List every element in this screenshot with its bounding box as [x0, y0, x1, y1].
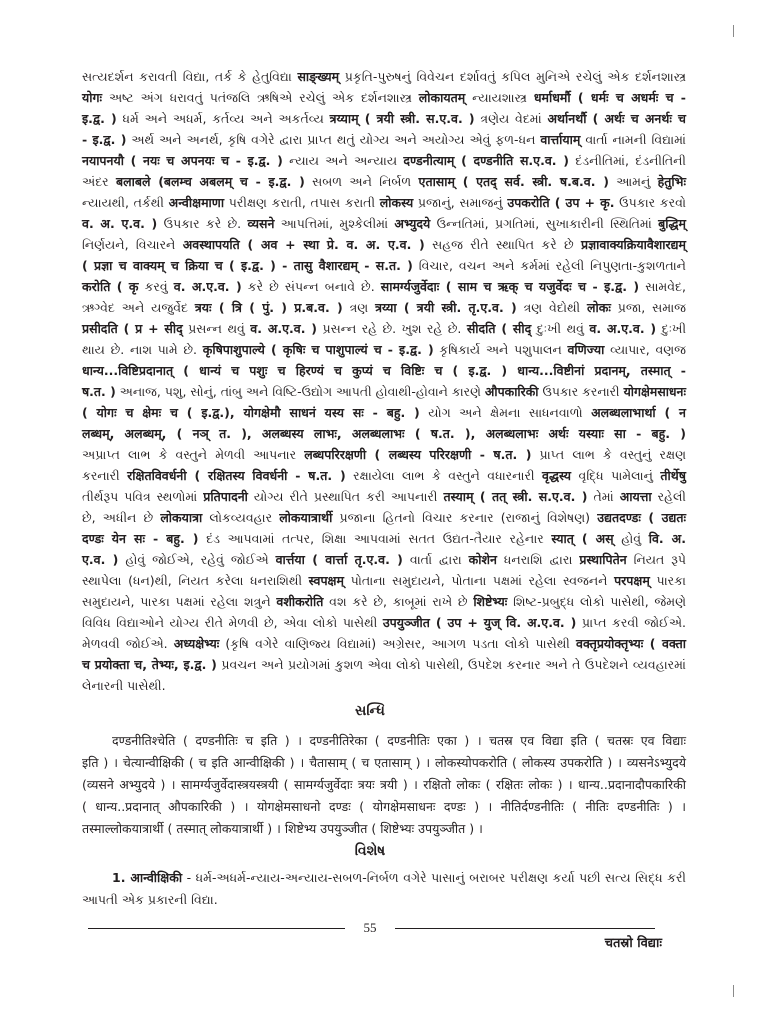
text-segment: પ્રજા, સમાજ [610, 300, 686, 315]
text-segment: પોતાના સમુદાયને, પોતાના પક્ષમાં રહેલા સ્વજનને [344, 573, 615, 588]
footer-rule [395, 928, 655, 929]
text-segment: ઉપકાર કરે છે. [157, 216, 248, 231]
text-segment: છે, અધીન છે [82, 510, 161, 525]
text-segment: સમુદાયને, પારકા પક્ષમાં રહેલા શત્રુને [82, 594, 277, 609]
text-segment: અનાજ, પશુ, સોનું, તાંબુ અને વિષ્ટિ-ઉદ્યોગ આપતી હોવાથી-હોવાને કારણે [115, 384, 485, 399]
text-line [82, 796, 686, 818]
text-segment: નિયત રૂપે [626, 552, 686, 567]
text-segment: રહેલી [651, 489, 686, 504]
bold-term: परपक्षम् [614, 573, 650, 588]
bold-term: योगक्षेमसाधनः [623, 384, 686, 399]
bold-term: अवस्थापयति ( अव + स्था प्रे. व. अ. ए.व. ) [182, 237, 425, 252]
bold-term: दण्डनीत्याम् ( दण्डनीति स.ए.व. ) [403, 153, 569, 168]
text-line [82, 129, 686, 150]
text-line [82, 465, 686, 486]
text-segment: ઉન્નતિમાં, પ્રગતિમાં, સુખાકારીની સ્થિતિમાં [430, 216, 659, 231]
bold-term: व. अ. ए.व. ) [82, 216, 158, 231]
text-line [82, 297, 686, 318]
text-segment: ( धान्य..प्रदानात् औपकारिकी ) । योगक्षेमसाधनो दण्डः ( योगक्षेमसाधनः दण्डः ) । नीतिर्दण्डनीतिः ( नीतिः दण्डनीतिः ) । [82, 799, 686, 814]
text-line [82, 339, 686, 360]
text-segment: ધનરાશિ દ્વારા [496, 552, 580, 567]
bold-term: ए.व. ) [82, 552, 119, 567]
text-segment: અપ્રાપ્ત લાભ કે વસ્તુને મેળવી આપનાર [82, 447, 305, 462]
bold-term: शिष्टेभ्यः [473, 594, 508, 609]
text-line [82, 730, 686, 752]
bold-term: लोकस्य [379, 195, 414, 210]
text-segment: કરવું [138, 279, 174, 294]
text-line [82, 360, 686, 381]
bold-term: व्यसने [247, 216, 275, 231]
section-heading-vishesh: વિશેષ [354, 843, 386, 859]
text-line [82, 528, 686, 549]
text-segment: दण्डनीतिश्चेति ( दण्डनीतिः च इति ) । दण्डनीतिरेका ( दण्डनीतिः एका ) । चतस्र एव विद्या इति ( चतस्रः एव विद्याः [112, 733, 686, 748]
bold-term: प्रतिपादनी [203, 489, 248, 504]
bold-term: लब्धपरिरक्षणी ( लब्धस्य परिरक्षणी - ष.त. ) [304, 447, 532, 462]
bold-term: त्रयः ( त्रि ( पुं. ) प्र.ब.व. ) [194, 300, 343, 315]
running-title: चतस्रो विद्याः [604, 936, 662, 951]
bold-term: करोति ( कृ [82, 279, 139, 294]
text-segment: પ્રકૃતિ-પુરુષનું વિવેચન દર્શાવતું કપિલ મુનિએ રચેલું એક દર્શનશાસ્ત્ર [339, 69, 687, 84]
text-segment: કરનારી [82, 468, 128, 483]
bold-term: लब्धम्, अलब्धम्, ( नञ् त. ), अलब्धस्य लाभः, अलब्धलाभः ( ष.त. ), अलब्धलाभः अर्थः यस्याः सा - बहु. ) [82, 426, 686, 441]
sandhi-paragraph [82, 730, 686, 840]
text-line [82, 255, 686, 276]
bold-term: लोकायतम् [418, 90, 466, 105]
bold-term: वृद्धस्य [542, 468, 572, 483]
text-line [82, 192, 686, 213]
text-segment: વાર્તા નામની વિદ્યામાં [580, 132, 686, 147]
text-line [82, 444, 686, 465]
text-segment: લોકવ્યવહાર [202, 510, 280, 525]
text-segment: અષ્ટ અંગ ધરાવતું પતંજલિ ઋષિએ રચેલું એક દર્શનશાસ્ત્ર [102, 90, 419, 105]
text-segment: પ્રસન્ન રહે છે. ખુશ રહે છે. [317, 321, 467, 336]
text-line [82, 213, 686, 234]
bold-term: अलब्धलाभार्था ( न [591, 405, 686, 420]
bold-term: रक्षितविवर्धनी ( रक्षितस्य विवर्धनी - ष.त. ) [127, 468, 346, 483]
text-line [82, 889, 686, 911]
text-segment: ઋગ્વેદ અને યજુર્વેદ [82, 300, 195, 315]
text-line [82, 108, 686, 129]
text-segment: પારકા [649, 573, 686, 588]
text-segment: પ્રાપ્ત લાભ કે વસ્તુનું રક્ષણ [531, 447, 686, 462]
text-segment: વાર્તા દ્વારા [402, 552, 469, 567]
text-segment: અંદર [82, 174, 116, 189]
bold-term: वणिज्या [567, 342, 605, 357]
text-line [82, 570, 686, 591]
bold-term: अध्यक्षेभ्यः [173, 636, 220, 651]
text-segment: પરીક્ષણ કરાતી, તપાસ કરાતી [224, 195, 380, 210]
text-segment: સત્યદર્શન કરાવતી વિદ્યા, તર્ક કે હેતુવિદ્યા [82, 69, 298, 84]
text-line [82, 654, 686, 675]
bold-term: आयत्ता [619, 489, 652, 504]
text-line [82, 774, 686, 796]
bold-term: प्रसीदति ( प्र + सीद् [82, 321, 183, 336]
bold-term: बुद्धिम् [658, 216, 686, 231]
text-segment: ઉપકાર કરવો [614, 195, 687, 210]
text-segment: વૃદ્ધિ પામેલાનું [571, 468, 661, 483]
text-line [82, 591, 686, 612]
text-segment: પ્રસન્ન થવું [182, 321, 251, 336]
text-segment: ન્યાયશાસ્ત્ર [465, 90, 534, 105]
text-segment: સહજ રીતે સ્થાપિત કરે છે [424, 237, 582, 252]
bold-term: इ.द्व. ) [82, 111, 117, 126]
bold-term: धर्माधर्मौ ( धर्मः च अधर्मः च - [533, 90, 686, 105]
text-segment: ત્રણેય વેદમાં [474, 111, 548, 126]
text-segment: ઉપકાર કરનારી [538, 384, 624, 399]
bold-term: वार्त्तायाम् [540, 132, 581, 147]
bold-term: व. अ.ए.व. ) [250, 321, 318, 336]
bold-term: लोकयात्रा [160, 510, 203, 525]
bold-term: लोकयात्रार्थी [279, 510, 333, 525]
text-segment: પ્રાપ્ત કરવી જોઈએ. [576, 615, 686, 630]
text-segment: પ્રજાનું, સમાજનું [413, 195, 508, 210]
bold-term: लोकः [587, 300, 611, 315]
text-segment: (व्यसने अभ्युदये ) । सामर्ग्यजुर्वेदास्त्रयस्त्रयी ( सामर्ग्यजुर्वेदाः त्रयः त्रयी ) । रक्षितो लोकः ( रक्षितः लोकः ) । धान्य..प्रदानादौपकारिकी [82, 777, 686, 792]
text-line [82, 612, 686, 633]
text-segment: પ્રજાના હિતનો વિચાર કરનાર (રાજાનું વિશેષણ) [332, 510, 598, 525]
text-segment: યોગ અને ક્ષેમના સાધનવાળો [419, 405, 592, 420]
text-line [82, 381, 686, 402]
text-segment: તીર્થરૂપ પવિત્ર સ્થળોમાં [82, 489, 204, 504]
bold-term: वक्तृप्रयोक्तृभ्यः ( वक्ता [576, 636, 687, 651]
text-line [82, 486, 686, 507]
text-segment: तस्माल्लोकयात्रार्थी ( तस्मात् लोकयात्रार्थी ) । शिष्टेभ्य उपयुञ्जीत ( शिष्टेभ्यः उपयुञ्जीत ) । [82, 821, 483, 836]
bold-term: स्यात् ( अस् [551, 531, 614, 546]
footer-rule [88, 928, 345, 929]
bold-term: धान्य...विष्टिप्रदानात् ( धान्यं च पशुः च हिरण्यं च कुप्यं च विष्टिः च ( इ.द्व. ) धान्य...विष्टीनां प्रदानम्, तस्मात् - [82, 363, 686, 378]
bold-term: अर्थानर्थौ ( अर्थः च अनर्थः च [547, 111, 686, 126]
text-line [82, 867, 686, 889]
bold-term: व. अ.ए.व. ) [173, 279, 242, 294]
bold-term: प्रज्ञावाक्यक्रियावैशारद्यम् [581, 237, 686, 252]
text-segment: વિવિધ વિદ્યાઓને યોગ્ય રીતે મેળવી છે, એવા લોકો પાસેથી [82, 615, 383, 630]
bold-term: वशीकरोति [276, 594, 324, 609]
bold-term: त्रय्याम् ( त्रयी स्त्री. स.ए.व. ) [329, 111, 475, 126]
text-line [82, 423, 686, 444]
text-segment: આપતી એક પ્રકારની વિદ્યા. [82, 892, 218, 907]
text-line [82, 171, 686, 192]
bold-term: अन्वीक्षमाणा [168, 195, 225, 210]
bold-term: वि. अ. [648, 531, 686, 546]
glossary-paragraph [82, 66, 686, 696]
bold-term: कोशेन [468, 552, 497, 567]
bold-term: अभ्युदये [394, 216, 431, 231]
text-segment: इति ) । चेत्यान्वीक्षिकी ( च इति आन्वीक्षिकी ) । चैतासाम् ( च एतासाम् ) । लोकस्योपकरोति ( लोकस्य उपकरोति ) । व्यसनेऽभ्युदये [82, 755, 686, 770]
text-segment: આપત્તિમાં, મુશ્કેલીમાં [274, 216, 395, 231]
bold-term: बलाबले (बलम्च अबलम् च - इ.द्व. ) [116, 174, 305, 189]
text-segment: વશ કરે છે, કાબૂમાં રાખે છે [323, 594, 474, 609]
text-segment: થાય છે. નાશ પામે છે. [82, 342, 203, 357]
bold-term: तीर्थेषु [660, 468, 686, 483]
text-segment: ન્યાયથી, તર્કથી [82, 195, 169, 210]
text-segment: આમનું [608, 174, 658, 189]
bold-term: व. अ.ए.व. ) [589, 321, 657, 336]
text-line [82, 818, 686, 840]
vishesh-paragraph [82, 867, 686, 911]
text-segment: તેમાં [587, 489, 620, 504]
bold-term: प्रस्थापितेन [579, 552, 627, 567]
text-segment: દંડ આપવામાં તત્પર, શિક્ષા આપવામાં સતત ઉદ્યત-તૈયાર રહેનાર [198, 531, 552, 546]
text-segment: નિર્ણયને, વિચારને [82, 237, 183, 252]
text-segment: ધર્મ અને અધર્મ, કર્તવ્ય અને અકર્તવ્ય [116, 111, 330, 126]
bold-term: सामर्ग्यजुर्वेदाः ( साम च ऋक् च यजुर्वेदः च - इ.द्व. ) [380, 279, 640, 294]
bold-term: ष.त. ) [82, 384, 116, 399]
text-segment: કૃષિકાર્ય અને પશુપાલન [433, 342, 568, 357]
text-segment: સબળ અને નિર્બળ [304, 174, 419, 189]
text-segment: વિચાર, વચન અને કર્મમાં રહેલી નિપુણતા-કુશળતાને [412, 258, 686, 273]
text-segment: (કૃષિ વગેરે વાણિજ્ય વિદ્યામાં) અગ્રેસર, આગળ પડતા લોકો પાસેથી [219, 636, 577, 651]
bold-term: औपकारिकी [484, 384, 539, 399]
bold-term: नयापनयौ ( नयः च अपनयः च - इ.द्व. ) [82, 153, 283, 168]
crop-mark [733, 985, 734, 997]
bold-term: ( योगः च क्षेमः च ( इ.द्व.), योगक्षेमौ साधनं यस्य सः - बहु. ) [82, 405, 420, 420]
bold-term: कृषिपाशुपाल्ये ( कृषिः च पाशुपाल्यं च - इ.द्व. ) [202, 342, 434, 357]
bold-term: योगः [82, 90, 103, 105]
crop-mark [733, 25, 734, 37]
text-line [82, 276, 686, 297]
text-segment: વ્યાપાર, વણજ [604, 342, 687, 357]
text-line [82, 402, 686, 423]
bold-term: दण्डः येन सः - बहु. ) [82, 531, 199, 546]
text-line [82, 87, 686, 108]
bold-term: त्रय्या ( त्रयी स्त्री. तृ.ए.व. ) [375, 300, 517, 315]
text-segment: યોગ્ય રીતે પ્રસ્થાપિત કરી આપનારી [247, 489, 444, 504]
text-segment: શિષ્ટ-પ્રબુદ્ધ લોકો પાસેથી, જેમણે [507, 594, 686, 609]
section-heading-sandhi: સન્ધિ [355, 703, 385, 719]
bold-term: - इ.द्व. ) [82, 132, 127, 147]
bold-term: एतासाम् ( एतद् सर्व. स्त्री. ष.ब.व. ) [418, 174, 609, 189]
bold-term: उपकरोति ( उप + कृ. [507, 195, 615, 210]
text-segment: દુઃખી થવું [531, 321, 590, 336]
bold-term: उपयुञ्जीत ( उप + युज् वि. अ.ए.व. ) [382, 615, 577, 630]
text-line [82, 752, 686, 774]
text-segment: હોવું [613, 531, 649, 546]
text-segment: ત્રણ [342, 300, 376, 315]
text-line [82, 549, 686, 570]
text-line [82, 633, 686, 654]
text-line [82, 675, 686, 696]
bold-term: साङ्ख्यम् [297, 69, 340, 84]
text-segment: દુઃખી [656, 321, 687, 336]
page-number: 55 [363, 920, 377, 935]
text-segment: - ધર્મ-અધર્મ-ન્યાય-અન્યાય-સબળ-નિર્બળ વગેરે પાસાનું બરાબર પરીક્ષણ કર્યા પછી સત્ય સિદ્ધ કરી [182, 870, 686, 885]
text-segment: કરે છે સંપન્ન બનાવે છે. [241, 279, 381, 294]
text-segment: ત્રણ વેદોથી [516, 300, 587, 315]
text-segment: રક્ષાયેલા લાભ કે વસ્તુને વધારનારી [345, 468, 542, 483]
text-segment: હોવું જોઈએ, રહેવું જોઈએ [118, 552, 276, 567]
text-line [82, 318, 686, 339]
bold-term: तस्याम् ( तत् स्त्री. स.ए.व. ) [443, 489, 588, 504]
text-segment: સ્થાપેલા (ધન)થી, નિયત કરેલા ધનરાશિથી [82, 573, 309, 588]
text-segment: પ્રવચન અને પ્રયોગમાં કુશળ એવા લોકો પાસેથી, ઉપદેશ કરનાર અને તે ઉપદેશને વ્યવહારમાં [216, 657, 686, 672]
text-line [82, 66, 686, 87]
bold-term: ( प्रज्ञा च वाक्यम् च क्रिया च ( इ.द्व. ) - तासु वैशारद्यम् - स.त. ) [82, 258, 413, 273]
text-segment: સામવેદ, [639, 279, 686, 294]
bold-term: सीदति ( सीद् [466, 321, 532, 336]
text-line [82, 507, 686, 528]
text-segment: દંડનીતિમાં, દંડનીતિની [568, 153, 687, 168]
text-segment: લેનારની પાસેથી. [82, 678, 166, 693]
bold-term: उद्यतदण्डः ( उद्यतः [597, 510, 686, 525]
bold-term: 1. आन्वीक्षिकी [112, 870, 183, 885]
bold-term: च प्रयोक्ता च, तेभ्यः, इ.द्व. ) [82, 657, 217, 672]
text-segment: અર્થ અને અનર્થ, કૃષિ વગેરે દ્વારા પ્રાપ્ત થતું યોગ્ય અને અયોગ્ય એવું ફળ-ધન [126, 132, 541, 147]
text-segment: ન્યાય અને અન્યાય [282, 153, 404, 168]
text-line [82, 150, 686, 171]
bold-term: स्वपक्षम् [308, 573, 344, 588]
bold-term: हेतुभिः [657, 174, 686, 189]
text-line [82, 234, 686, 255]
text-segment: મેળવવી જોઈએ. [82, 636, 174, 651]
bold-term: वार्त्तया ( वार्त्ता तृ.ए.व. ) [275, 552, 403, 567]
